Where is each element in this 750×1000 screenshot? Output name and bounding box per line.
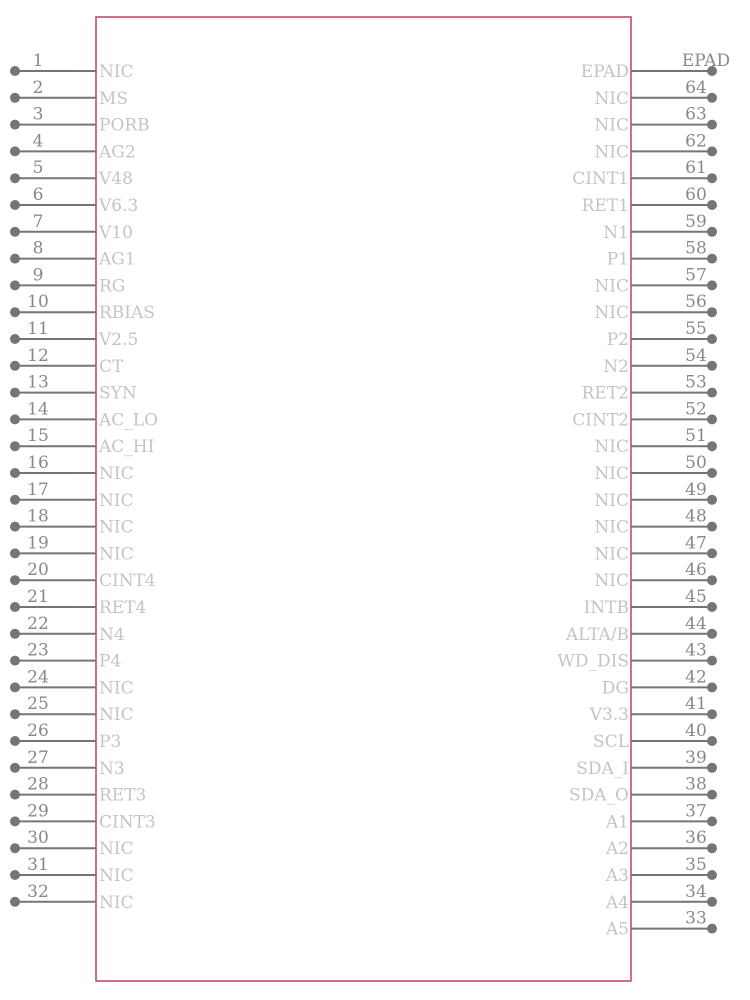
pin-name: NIC <box>99 464 134 484</box>
pin-number: EPAD <box>681 51 731 71</box>
pin-name: V3.3 <box>589 705 629 726</box>
pin-5 <box>10 158 133 189</box>
pin-number: 37 <box>685 801 707 822</box>
pin-name: RET1 <box>581 196 629 216</box>
pin-name: V10 <box>99 222 133 243</box>
pin-endpoint-dot <box>707 441 717 451</box>
pin-number: 1 <box>32 51 44 71</box>
pin-name: NIC <box>594 490 629 511</box>
pin-number: 41 <box>685 694 707 715</box>
pin-endpoint-dot <box>707 602 717 612</box>
pin-endpoint-dot <box>707 307 717 317</box>
pin-number: 29 <box>27 801 49 822</box>
pin-endpoint-dot <box>10 200 20 210</box>
pin-name: CINT1 <box>572 169 629 190</box>
pin-number: 50 <box>685 453 707 473</box>
pin-name: CINT3 <box>99 812 156 833</box>
pin-endpoint-dot <box>707 924 717 934</box>
pin-number: 11 <box>27 319 49 339</box>
pin-endpoint-dot <box>10 66 20 76</box>
pin-number: 23 <box>27 640 49 661</box>
pin-name: AC_HI <box>99 437 155 458</box>
pin-endpoint-dot <box>10 575 20 585</box>
pin-number: 48 <box>685 506 707 527</box>
pin-endpoint-dot <box>707 629 717 639</box>
pin-name: NIC <box>594 303 629 324</box>
pin-endpoint-dot <box>707 656 717 666</box>
pin-endpoint-dot <box>707 468 717 478</box>
pin-1 <box>10 51 134 82</box>
pin-name: NIC <box>594 437 629 458</box>
pin-endpoint-dot <box>10 843 20 853</box>
pin-endpoint-dot <box>707 897 717 907</box>
pin-endpoint-dot <box>10 334 20 344</box>
pin-endpoint-dot <box>10 790 20 800</box>
pin-name: RET3 <box>99 785 147 806</box>
pin-name: V48 <box>99 169 133 190</box>
pin-name: CT <box>99 356 124 377</box>
pin-number: 12 <box>27 345 49 366</box>
right-pin-group <box>557 51 730 940</box>
pin-name: NIC <box>99 62 134 82</box>
pin-32 <box>10 882 134 913</box>
pin-endpoint-dot <box>10 870 20 880</box>
pin-number: 53 <box>685 372 707 393</box>
pin-name: A2 <box>605 839 629 860</box>
pin-number: 7 <box>32 211 44 232</box>
pin-name: NIC <box>594 115 629 136</box>
pin-name: MS <box>99 88 129 109</box>
pin-number: 58 <box>685 238 707 259</box>
pin-endpoint-dot <box>707 709 717 719</box>
pin-name: NIC <box>594 276 629 297</box>
pin-name: INTB <box>583 598 629 618</box>
pin-endpoint-dot <box>707 280 717 290</box>
pin-endpoint-dot <box>10 361 20 371</box>
pin-name: NIC <box>99 678 134 699</box>
left-pin-group <box>10 51 158 913</box>
pin-number: 8 <box>32 238 44 259</box>
pin-endpoint-dot <box>10 388 20 398</box>
pin-endpoint-dot <box>707 254 717 264</box>
pin-endpoint-dot <box>707 146 717 156</box>
pin-name: P1 <box>606 249 629 270</box>
pin-3 <box>10 105 150 136</box>
pin-number: 49 <box>685 479 707 500</box>
pin-number: 26 <box>27 721 49 741</box>
pin-number: 55 <box>685 319 707 339</box>
pin-name: SDA_I <box>576 758 629 779</box>
pin-number: 51 <box>685 426 707 447</box>
pin-number: 52 <box>685 399 707 420</box>
pin-endpoint-dot <box>707 388 717 398</box>
pin-name: CINT4 <box>99 571 156 592</box>
pin-number: 40 <box>685 721 707 741</box>
pin-number: 4 <box>32 131 44 152</box>
pin-endpoint-dot <box>10 548 20 558</box>
pin-number: 19 <box>27 533 49 554</box>
pin-endpoint-dot <box>707 870 717 880</box>
pin-endpoint-dot <box>10 307 20 317</box>
pin-8 <box>10 239 136 270</box>
pin-number: 27 <box>27 747 49 768</box>
pin-number: 25 <box>27 694 49 715</box>
pin-endpoint-dot <box>707 120 717 130</box>
pin-number: 5 <box>32 158 44 179</box>
pin-number: 47 <box>685 533 707 554</box>
pin-endpoint-dot <box>707 414 717 424</box>
pin-endpoint-dot <box>10 468 20 478</box>
pin-endpoint-dot <box>10 495 20 505</box>
pin-name: NIC <box>99 839 134 860</box>
pin-endpoint-dot <box>707 173 717 183</box>
pin-name: P4 <box>99 651 122 672</box>
pin-name: DG <box>601 678 629 699</box>
pin-endpoint-dot <box>707 200 717 210</box>
pin-number: 14 <box>27 399 49 420</box>
pin-endpoint-dot <box>707 361 717 371</box>
pin-endpoint-dot <box>10 414 20 424</box>
pin-number: 15 <box>27 426 49 447</box>
pin-number: 32 <box>27 881 49 902</box>
pin-endpoint-dot <box>10 120 20 130</box>
pin-name: NIC <box>99 866 134 886</box>
pin-name: A1 <box>605 812 629 833</box>
pin-endpoint-dot <box>10 763 20 773</box>
pin-endpoint-dot <box>707 548 717 558</box>
pin-name: RET4 <box>99 598 147 618</box>
pin-number: 22 <box>27 613 49 634</box>
pin-endpoint-dot <box>10 227 20 237</box>
pin-number: 61 <box>685 158 707 179</box>
pin-number: 13 <box>27 372 49 393</box>
pin-number: 36 <box>685 828 707 849</box>
pin-6 <box>10 185 138 216</box>
pin-name: AG2 <box>99 142 136 163</box>
pin-number: 45 <box>685 587 707 607</box>
pin-endpoint-dot <box>10 254 20 264</box>
pin-number: 9 <box>32 265 44 286</box>
pin-name: NIC <box>594 571 629 592</box>
pin-2 <box>10 78 128 109</box>
pin-number: 20 <box>27 560 49 581</box>
pin-endpoint-dot <box>707 575 717 585</box>
pin-number: 18 <box>27 506 49 527</box>
pin-number: 39 <box>685 747 707 768</box>
pin-number: 46 <box>685 560 707 581</box>
pin-name: N4 <box>99 624 125 645</box>
pin-name: NIC <box>99 490 134 511</box>
pin-endpoint-dot <box>10 682 20 692</box>
pin-name: NIC <box>99 544 134 565</box>
pin-number: 30 <box>27 828 49 849</box>
pin-name: V6.3 <box>99 196 139 216</box>
pin-number: 62 <box>685 131 707 152</box>
pin-number: 28 <box>27 774 49 795</box>
pin-endpoint-dot <box>10 656 20 666</box>
pin-endpoint-dot <box>707 736 717 746</box>
pin-endpoint-dot <box>707 816 717 826</box>
pin-endpoint-dot <box>10 709 20 719</box>
pin-number: 35 <box>685 855 707 875</box>
pin-endpoint-dot <box>707 495 717 505</box>
pin-number: 63 <box>685 104 707 125</box>
pin-number: 24 <box>27 667 49 688</box>
pin-name: NIC <box>99 517 134 538</box>
pin-name: NIC <box>594 517 629 538</box>
pin-name: P3 <box>99 732 122 752</box>
pin-endpoint-dot <box>10 897 20 907</box>
pin-endpoint-dot <box>707 227 717 237</box>
pin-name: A4 <box>605 892 629 913</box>
pin-name: NIC <box>99 892 134 913</box>
pin-endpoint-dot <box>10 602 20 612</box>
pin-33 <box>605 909 717 940</box>
pin-name: V2.5 <box>99 330 139 350</box>
pin-name: WD_DIS <box>557 651 629 672</box>
pin-endpoint-dot <box>707 790 717 800</box>
pin-number: 38 <box>685 774 707 795</box>
pin-endpoint-dot <box>10 146 20 156</box>
pin-number: 64 <box>685 77 707 98</box>
pin-EPAD <box>581 51 730 82</box>
pin-number: 56 <box>685 292 707 313</box>
pin-endpoint-dot <box>10 280 20 290</box>
pin-name: NIC <box>594 544 629 565</box>
pin-number: 2 <box>32 77 44 98</box>
pin-name: ALTA/B <box>565 624 629 645</box>
pin-name: CINT2 <box>572 410 629 431</box>
pin-name: N2 <box>603 356 629 377</box>
component-body-outline <box>96 17 631 981</box>
pin-name: AC_LO <box>99 410 159 431</box>
pin-endpoint-dot <box>707 93 717 103</box>
pin-number: 42 <box>685 667 707 688</box>
pin-name: NIC <box>594 142 629 163</box>
pin-number: 34 <box>685 881 707 902</box>
pin-endpoint-dot <box>707 763 717 773</box>
pin-number: 17 <box>27 479 49 500</box>
pin-name: PORB <box>99 115 150 136</box>
pin-endpoint-dot <box>707 682 717 692</box>
pin-endpoint-dot <box>10 816 20 826</box>
pin-number: 44 <box>685 613 707 634</box>
pin-name: SDA_O <box>569 785 629 806</box>
pin-endpoint-dot <box>10 93 20 103</box>
pin-name: EPAD <box>580 62 629 82</box>
pin-name: RET2 <box>581 383 629 404</box>
pin-endpoint-dot <box>707 843 717 853</box>
pin-name: A5 <box>605 919 629 940</box>
pin-number: 60 <box>685 185 707 205</box>
pin-number: 54 <box>685 345 707 366</box>
pin-number: 10 <box>27 292 49 313</box>
pin-name: NIC <box>99 705 134 726</box>
pin-7 <box>10 212 133 243</box>
pin-name: SYN <box>99 383 137 404</box>
pin-name: RG <box>99 276 126 297</box>
pin-name: NIC <box>594 88 629 109</box>
pin-endpoint-dot <box>707 522 717 532</box>
pin-number: 21 <box>27 587 49 607</box>
pin-number: 16 <box>27 453 49 473</box>
pin-name: A3 <box>605 866 629 886</box>
pin-number: 57 <box>685 265 707 286</box>
pin-endpoint-dot <box>10 173 20 183</box>
pin-number: 59 <box>685 211 707 232</box>
pin-number: 3 <box>32 104 44 125</box>
pin-endpoint-dot <box>10 736 20 746</box>
pin-endpoint-dot <box>10 441 20 451</box>
pin-name: N1 <box>603 222 629 243</box>
pin-number: 6 <box>32 185 44 205</box>
pin-name: SCL <box>593 732 629 752</box>
pin-number: 33 <box>685 908 707 929</box>
pin-4 <box>10 131 136 162</box>
pin-name: NIC <box>594 464 629 484</box>
pin-name: AG1 <box>99 249 136 270</box>
pin-number: 43 <box>685 640 707 661</box>
pin-number: 31 <box>27 855 49 875</box>
pin-endpoint-dot <box>10 522 20 532</box>
pin-endpoint-dot <box>707 334 717 344</box>
pin-name: RBIAS <box>99 303 155 324</box>
pin-name: P2 <box>606 330 629 350</box>
pin-name: N3 <box>99 758 125 779</box>
pin-endpoint-dot <box>10 629 20 639</box>
